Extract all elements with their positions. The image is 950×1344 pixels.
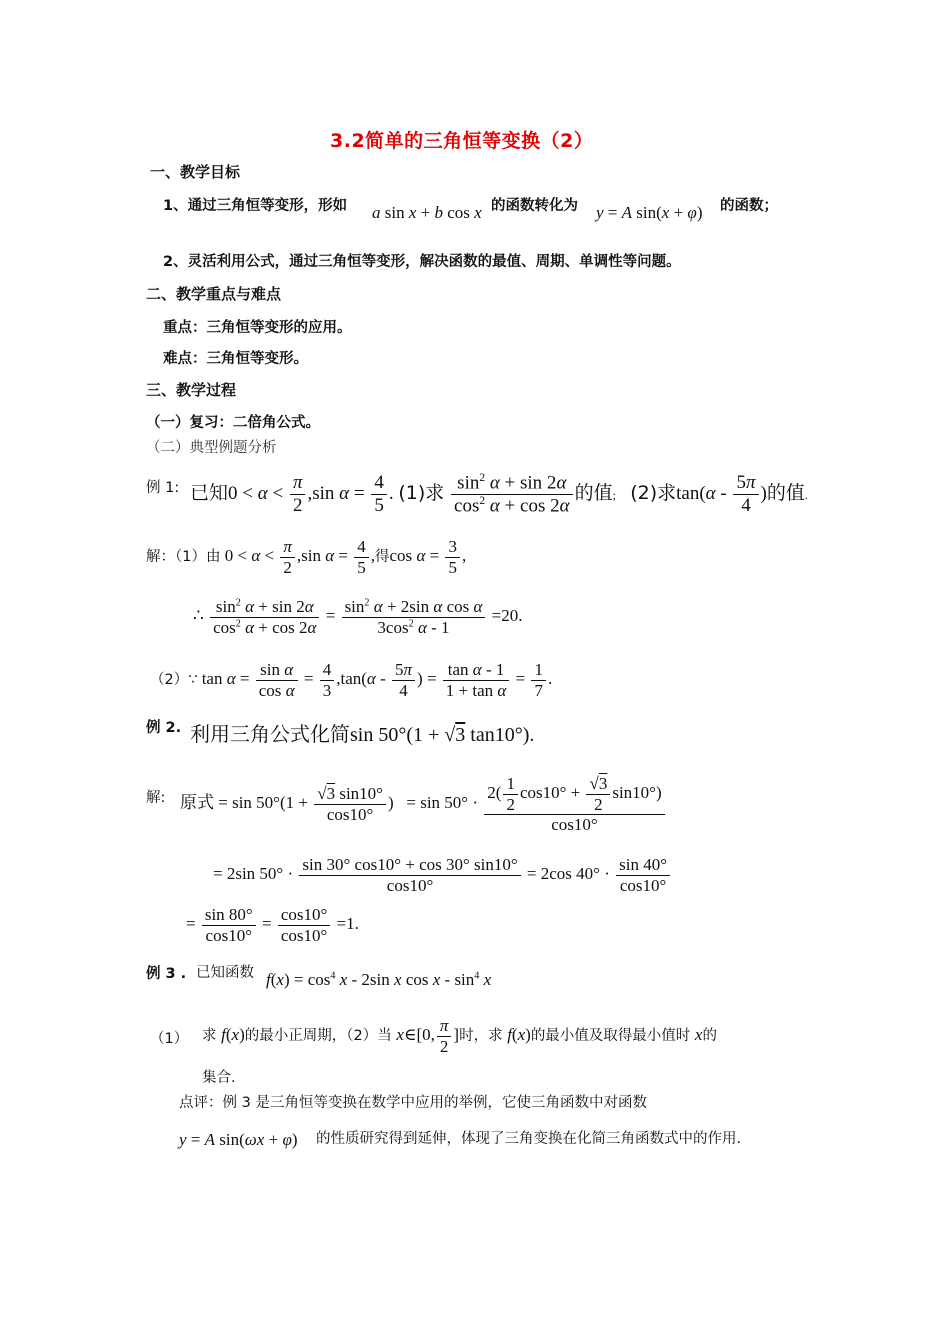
- fraction: $\frac{5\pi}{4}$: [392, 660, 415, 700]
- example-3-comment-2: 的性质研究得到延伸，体现了三角变换在化简三角函数式中的作用.: [316, 1131, 742, 1147]
- example-2-label: 例 2.: [146, 720, 182, 736]
- example-3-known: 已知函数: [196, 965, 254, 981]
- section-heading-keypoints: 二、教学重点与难点: [146, 285, 282, 303]
- fraction: $\frac{\pi}{2}$: [437, 1016, 452, 1056]
- fraction: $\frac{\sin^2 \alpha + 2\sin \alpha \cos \alpha}{3\cos^2 \alpha - 1}$: [342, 597, 486, 637]
- fraction: $\frac{\text{tan α - 1}}{\text{1 + tan α}}$: [443, 660, 510, 700]
- example-3-q-a: 求: [202, 1027, 217, 1044]
- formula-asin-x-phi: y = A sin(x + φ): [596, 203, 703, 222]
- goal-2: 2、灵活利用公式，通过三角恒等变形，解决函数的最值、周期、单调性等问题。: [163, 254, 681, 270]
- fraction: $\frac{\text{sin α}}{\text{cos α}}$: [256, 660, 298, 700]
- example-1-solution-line-2: ∴ $\frac{\sin^2 \alpha + \sin 2\alpha}{\cos^2 \alpha + \cos 2\alpha}$ = $\frac{\sin^2 \alpha + 2\sin \alpha \cos \alpha}{3\cos^2 \alpha - 1}$ =20.: [193, 597, 523, 637]
- example-2-solution-line-3: = $\frac{\sin 80^\circ}{\cos 10^\circ}$ = $\frac{\cos 10^\circ}{\cos 10^\circ}$ =1.: [186, 905, 359, 945]
- fraction: 2( $\frac{1}{2}$ cos10° + $\frac{√3}{2}$ sin10°) cos10°: [484, 774, 664, 835]
- example-2-solution-label: 解:: [146, 790, 166, 806]
- key-point: 重点：三角恒等变形的应用。: [163, 320, 352, 336]
- example-1-label: 例 1:: [146, 480, 180, 496]
- example-1-known: 已知: [190, 482, 229, 505]
- goal-1-prefix: 1、通过三角恒等变形，形如: [163, 198, 348, 214]
- example-1-solution-line-1: 解：（1）由 0 < α < $\frac{\pi}{2}$ ,sin α = $\frac{4}{5}$ ,得cos α = $\frac{3}{5}$ ,: [146, 537, 467, 577]
- fraction: $\frac{1}{2}$: [503, 774, 518, 814]
- example-3-label: 例 3 .: [146, 966, 187, 982]
- section-heading-goals: 一、教学目标: [150, 163, 241, 181]
- example-1-q1: (1)求: [398, 482, 445, 505]
- fraction: $\frac{3}{5}$: [445, 537, 460, 577]
- page-title: 3.2简单的三角恒等变换（2）: [330, 130, 594, 152]
- example-1-result: =20.: [491, 605, 523, 625]
- example-3-function: $f(x) = \cos^4 x - 2\sin$ x cos x - $\sin^4 x$: [266, 970, 492, 989]
- example-1-part2-label: （2）∵: [150, 671, 198, 688]
- review-line: （一）复习：二倍角公式。: [146, 415, 320, 431]
- example-3-q-d: 的最小值及取得最小值时: [530, 1027, 691, 1044]
- example-3-question: 求 f(x)的最小正周期，（2）当 x∈[0, $\frac{\pi}{2}$ ]时，求 f(x)的最小值及取得最小值时 x的: [202, 1016, 717, 1056]
- fraction: $\frac{\sin 30^\circ \cos 10^\circ + \cos 30^\circ \sin 10^\circ}{\cos 10^\circ}$: [299, 855, 520, 895]
- example-1-value-word-2: 的值: [766, 482, 805, 505]
- example-1-get: 得: [375, 548, 390, 565]
- fraction: $\frac{4}{5}$: [371, 472, 387, 517]
- fraction: $\frac{√3 \sin 10^\circ}{\cos 10^\circ}$: [314, 784, 386, 824]
- fraction: $\frac{1}{7}$: [531, 660, 546, 700]
- section-heading-process: 三、教学过程: [146, 381, 237, 399]
- fraction: $\frac{\sin 80^\circ}{\cos 10^\circ}$: [202, 905, 256, 945]
- fraction: $\frac{\pi}{2}$: [280, 537, 295, 577]
- fraction: $\frac{\sin 40^\circ}{\cos 10^\circ}$: [616, 855, 670, 895]
- example-2-solution-line-2: = 2sin 50° · $\frac{\sin 30^\circ \cos 10^\circ + \cos 30^\circ \sin 10^\circ}{\cos 10^\circ}$ = 2cos 40° · $\frac{\sin 40^\circ}{\cos 10^\circ}$: [213, 855, 672, 895]
- example-3-q-b: 的最小正周期，（2）当: [244, 1027, 392, 1044]
- difficult-point: 难点：三角恒等变形。: [163, 351, 308, 367]
- fraction: $\frac{5\pi}{4}$: [733, 472, 758, 517]
- example-2-problem: 利用三角公式化简sin 50°(1 + √3 tan10°).: [190, 722, 535, 746]
- example-1-q2: (2)求: [630, 482, 677, 505]
- fraction: $\frac{\sin^2 \alpha + \sin 2\alpha}{\cos^2 \alpha + \cos 2\alpha}$: [210, 597, 319, 637]
- example-3-q-f: 集合.: [202, 1070, 236, 1086]
- example-3-q-c: 时，求: [459, 1027, 503, 1044]
- example-3-comment: 点评：例 3 是三角恒等变换在数学中应用的举例，它使三角函数中对函数: [179, 1095, 647, 1111]
- example-3-q-label: （1）: [150, 1031, 189, 1047]
- example-3-q-e: 的: [702, 1027, 717, 1044]
- example-1-solution-label: 解：（1）由: [146, 548, 221, 565]
- fraction: $\frac{\cos 10^\circ}{\cos 10^\circ}$: [278, 905, 330, 945]
- example-2-result: =1.: [336, 913, 359, 933]
- fraction: $\frac{4}{3}$: [320, 660, 335, 700]
- example-2-problem-text: 利用三角公式化简: [190, 722, 350, 746]
- fraction: $\frac{4}{5}$: [354, 537, 369, 577]
- goal-1-suffix: 的函数；: [720, 198, 778, 214]
- example-1-problem: 已知0 < α < $\frac{\pi}{2}$ ,sin α = $\frac{4}{5}$ . (1)求 $\frac{\sin^2 \alpha + \sin 2\alpha}{\cos^2 \alpha + \cos 2\alpha}$ 的值; (2)求tan(α - $\frac{5\pi}{4}$ )的值.: [190, 472, 808, 517]
- fraction: $\frac{\pi}{2}$: [290, 472, 306, 517]
- examples-heading: （二）典型例题分析: [146, 440, 277, 456]
- example-1-value-word: 的值: [574, 482, 613, 505]
- fraction: $\frac{\sin^2 \alpha + \sin 2\alpha}{\cos^2 \alpha + \cos 2\alpha}$: [451, 472, 573, 517]
- example-3-comment-formula: y = A sin(ωx + φ): [179, 1130, 298, 1149]
- fraction: $\frac{√3}{2}$: [586, 774, 610, 814]
- example-2-solution-line-1: 原式 = sin 50°(1 + $\frac{√3 \sin 10^\circ}{\cos 10^\circ}$ ) = sin 50° · 2( $\frac{1}{2}$ cos10° + $\frac{√3}{2}$ sin10°) cos10°: [180, 774, 667, 835]
- example-1-solution-line-3: （2）∵ tan α = $\frac{\text{sin α}}{\text{cos α}}$ = $\frac{4}{3}$ ,tan(α - $\frac{5\pi}{4}$ ) = $\frac{\text{tan α - 1}}{\text{1 + tan α}}$ = $\frac{1}{7}$ .: [150, 660, 553, 700]
- goal-1-mid: 的函数转化为: [491, 198, 578, 214]
- example-2-original: 原式: [180, 793, 214, 814]
- formula-asinx-bcosx: a sin x + b cos x: [372, 203, 482, 222]
